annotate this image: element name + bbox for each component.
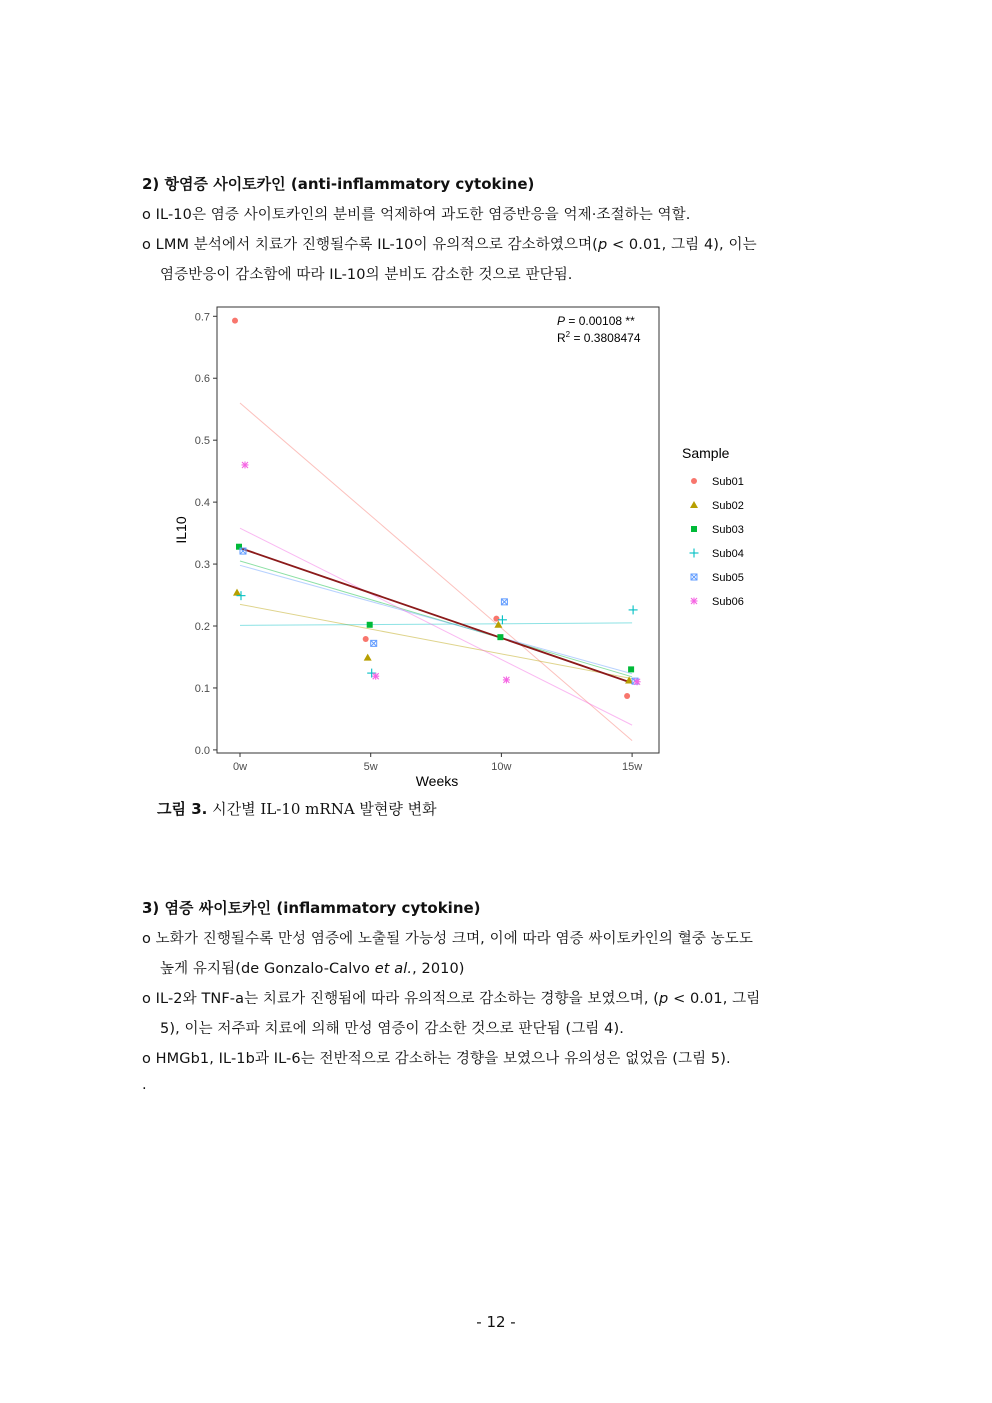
point-sub03 <box>497 634 503 640</box>
x-axis-title: Weeks <box>415 773 459 789</box>
x-tick-label: 15w <box>622 761 643 773</box>
legend-title: Sample <box>682 445 730 461</box>
point-sub06 <box>503 676 510 683</box>
legend-label: Sub06 <box>712 596 744 608</box>
p-value-annotation: P = 0.00108 ** <box>557 314 635 328</box>
x-axis <box>233 753 642 773</box>
point-sub06 <box>372 673 379 680</box>
section-3-bullet-3: o HMGb1, IL-1b과 IL-6는 전반적으로 감소하는 경향을 보였으나 유의성은 없었음 (그림 5). <box>142 1051 731 1067</box>
y-tick-label: 0.3 <box>194 559 210 572</box>
plot-panel <box>217 307 659 753</box>
legend-label: Sub01 <box>712 476 744 488</box>
page-number: - 12 - <box>476 1313 516 1331</box>
section-3-heading: 3) 염증 싸이토카인 (inflammatory cytokine) <box>142 899 481 917</box>
point-sub01 <box>232 318 238 324</box>
section-2-bullet-2: o LMM 분석에서 치료가 진행될수록 IL-10이 유의적으로 감소하였으며(p < 0.01, 그림 4), 이는 <box>142 237 757 253</box>
y-tick-label: 0.4 <box>194 497 210 510</box>
section-2-heading: 2) 항염증 사이토카인 (anti-inflammatory cytokine) <box>142 175 535 193</box>
section-2-bullet-1: o IL-10은 염증 사이토카인의 분비를 억제하여 과도한 염증반응을 억제·조절하는 역할. <box>142 207 691 223</box>
y-tick-label: 0.1 <box>194 682 210 695</box>
x-tick-label: 0w <box>232 761 248 773</box>
legend-key-sub03 <box>691 526 697 532</box>
legend-key-sub01 <box>691 478 697 484</box>
legend-key-sub02 <box>690 501 698 508</box>
y-tick-label: 0.2 <box>194 621 210 634</box>
point-sub06 <box>242 461 249 468</box>
legend-label: Sub05 <box>712 572 744 584</box>
legend-key-sub06 <box>691 598 698 605</box>
section-3-bullet-2: o IL-2와 TNF-a는 치료가 진행됨에 따라 유의적으로 감소하는 경향을 보였으며, (p < 0.01, 그림 <box>142 991 761 1007</box>
legend-label: Sub02 <box>712 500 744 512</box>
point-sub01 <box>363 636 369 642</box>
legend-label: Sub04 <box>712 548 744 560</box>
il10-scatter-chart <box>165 298 805 798</box>
y-axis-title: IL10 <box>173 516 189 544</box>
point-sub03 <box>628 666 634 672</box>
r-squared-annotation: $R^2 = 0.3808474$ <box>557 330 641 345</box>
x-tick-label: 10w <box>491 761 512 773</box>
figure-caption: 그림 3. 시간별 IL-10 mRNA 발현량 변화 <box>157 800 437 818</box>
legend-key-sub04 <box>690 549 699 558</box>
point-sub06 <box>634 678 641 685</box>
section-2-bullet-2-continued: 염증반응이 감소함에 따라 IL-10의 분비도 감소한 것으로 판단됨. <box>160 267 573 283</box>
y-tick-label: 0.5 <box>194 435 210 448</box>
point-sub03 <box>367 622 373 628</box>
y-tick-label: 0.6 <box>194 373 210 386</box>
y-tick-label: 0.7 <box>194 311 210 324</box>
y-tick-label: 0.0 <box>194 744 210 757</box>
legend-key-sub05 <box>691 574 697 580</box>
point-sub01 <box>624 693 630 699</box>
section-3-bullet-1: o 노화가 진행될수록 만성 염증에 노출될 가능성 크며, 이에 따라 염증 싸이토카인의 혈중 농도도 <box>142 931 753 947</box>
legend <box>690 476 744 608</box>
y-axis <box>195 311 217 757</box>
x-tick-label: 5w <box>363 761 378 773</box>
section-3-bullet-1-continued: 높게 유지됨(de Gonzalo-Calvo et al., 2010) <box>160 961 465 977</box>
point-sub01 <box>493 616 499 622</box>
stray-dot: . <box>142 1077 147 1093</box>
section-3-bullet-2-continued: 5), 이는 저주파 치료에 의해 만성 염증이 감소한 것으로 판단됨 (그림 4). <box>160 1021 624 1037</box>
legend-label: Sub03 <box>712 524 744 536</box>
